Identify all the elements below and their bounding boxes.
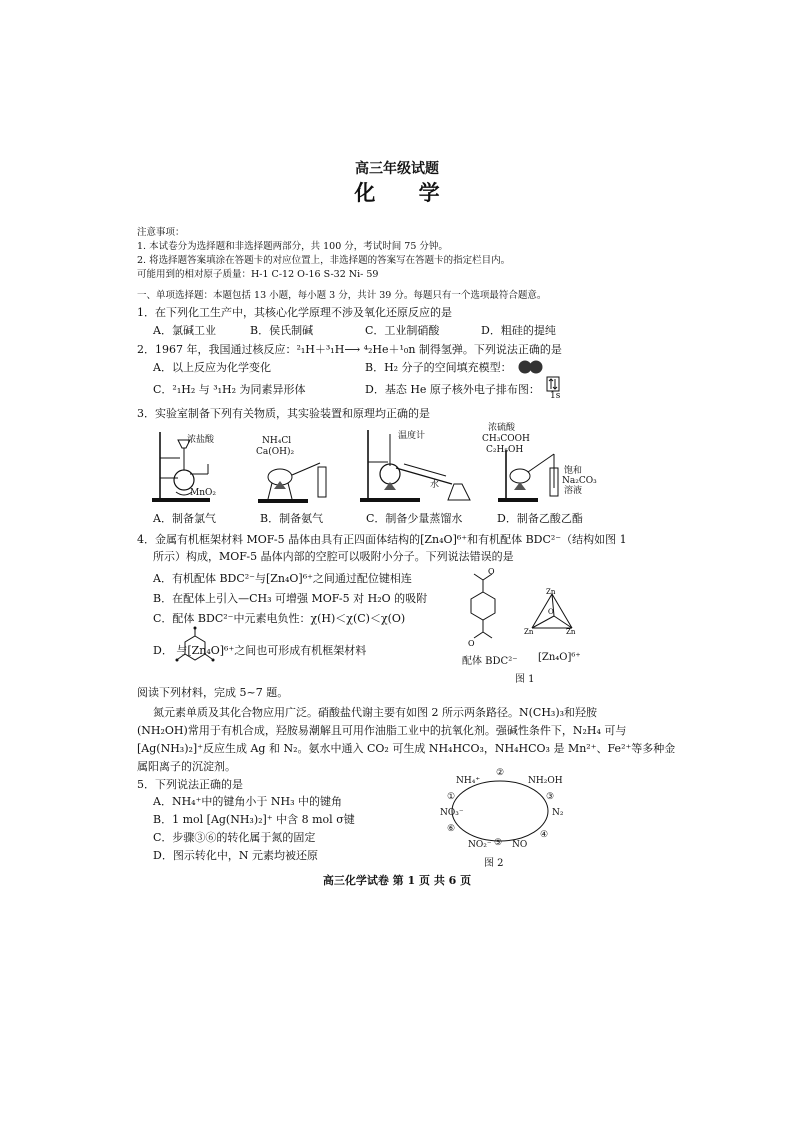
- cycle-step: ③: [546, 792, 555, 802]
- q3-option-d: D．制备乙酸乙酯: [497, 512, 583, 525]
- cycle-species: NH₄⁺: [456, 776, 481, 786]
- label-thermometer: 温度计: [398, 431, 426, 441]
- q4-option-a: A．有机配体 BDC²⁻与[Zn₄O]⁶⁺之间通过配位键相连: [153, 572, 412, 585]
- tricarboxylate-structure-icon: [172, 626, 218, 668]
- passage-line: [Ag(NH₃)₂]⁺反应生成 Ag 和 N₂。氨水中通入 CO₂ 可生成 NH₄HCO₃，NH₄HCO₃ 是 Mn²⁺、Fe²⁺等多种金: [137, 742, 676, 755]
- label-nh4cl: NH₄Cl: [262, 436, 292, 446]
- cycle-species: NH₂OH: [528, 776, 563, 786]
- fig1-zn4o-label: [Zn₄O]⁶⁺: [538, 652, 581, 663]
- q5-option-c: C．步骤③⑥的转化属于氮的固定: [153, 831, 316, 844]
- svg-text:O: O: [468, 639, 475, 648]
- fig2-caption: 图 2: [484, 858, 504, 869]
- label-saturated: 饱和: [564, 466, 583, 476]
- q1-option-a: A．氯碱工业: [153, 324, 216, 337]
- svg-text:Zn: Zn: [546, 588, 556, 596]
- q2-option-a: A．以上反应为化学变化: [153, 361, 271, 374]
- q3-option-b: B．制备氨气: [260, 512, 324, 525]
- q5-option-d: D．图示转化中，N 元素均被还原: [153, 849, 318, 862]
- q4-stem-cont: 所示）构成，MOF-5 晶体内部的空腔可以吸附小分子。下列说法错误的是: [153, 550, 514, 563]
- q1-stem: 1．在下列化工生产中，其核心化学原理不涉及氧化还原反应的是: [137, 306, 452, 319]
- notes-item: 1. 本试卷分为选择题和非选择题两部分，共 100 分，考试时间 75 分钟。: [137, 241, 448, 252]
- label-solution: 溶液: [564, 486, 583, 496]
- svg-text:Zn: Zn: [524, 628, 534, 636]
- cycle-species: NO: [512, 840, 528, 850]
- subject-title: 化 学: [354, 180, 458, 205]
- q3-stem: 3．实验室制备下列有关物质，其实验装置和原理均正确的是: [137, 407, 430, 420]
- atomic-masses: 可能用到的相对原子质量：H-1 C-12 O-16 S-32 Ni- 59: [137, 269, 379, 280]
- label-ch3cooh: CH₃COOH: [482, 434, 530, 444]
- cycle-step: ⑥: [447, 824, 456, 834]
- q1-option-d: D．粗硅的提纯: [481, 324, 556, 337]
- label-conc-h2so4: 浓硫酸: [488, 423, 516, 433]
- cycle-step: ⑤: [494, 838, 503, 848]
- label-mno2: MnO₂: [190, 488, 216, 498]
- passage-line: 属阳离子的沉淀剂。: [137, 760, 236, 773]
- svg-text:O: O: [548, 608, 554, 616]
- q4-option-d: D． 与[Zn₄O]⁶⁺之间也可形成有机框架材料: [153, 644, 367, 657]
- apparatus-b-ammonia: [258, 455, 338, 503]
- label-conc-hcl: 浓盐酸: [187, 435, 215, 445]
- notes-heading: 注意事项：: [137, 227, 185, 238]
- passage-line: 氮元素单质及其化合物应用广泛。硝酸盐代谢主要有如图 2 所示两条路径。N(CH₃)₃和羟胺: [153, 706, 598, 719]
- orbital-label: 1s: [550, 391, 561, 401]
- notes-item: 2. 将选择题答案填涂在答题卡的对应位置上，非选择题的答案写在答题卡的指定栏目内。: [137, 255, 511, 266]
- q2-stem: 2．1967 年，我国通过核反应：²₁H＋³₁H⟶ ⁴₂He＋¹₀n 制得氢弹。下列说法正确的是: [137, 343, 562, 356]
- q2-option-c: C．²₁H₂ 与 ³₁H₂ 为同素异形体: [153, 383, 306, 396]
- passage-line: (NH₂OH)常用于有机合成，羟胺易潮解且可用作油脂工业中的抗氧化剂。强碱性条件下，N₂H₄ 可与: [137, 724, 627, 737]
- q1-option-b: B．侯氏制碱: [250, 324, 314, 337]
- bdc-structure-icon: [458, 566, 508, 652]
- q5-option-a: A．NH₄⁺中的键角小于 NH₃ 中的键角: [153, 795, 342, 808]
- q3-option-c: C．制备少量蒸馏水: [366, 512, 463, 525]
- q3-option-a: A．制备氯气: [153, 512, 216, 525]
- h2-space-filling-model-icon: [516, 359, 546, 375]
- cycle-step: ②: [496, 768, 505, 778]
- cycle-step: ①: [447, 792, 456, 802]
- q2-option-d: D．基态 He 原子核外电子排布图：: [365, 383, 540, 396]
- svg-text:O: O: [488, 567, 495, 576]
- cycle-species: NO₃⁻: [440, 808, 464, 818]
- cycle-step: ④: [540, 830, 549, 840]
- label-caoh2: Ca(OH)₂: [256, 447, 295, 457]
- passage-intro: 阅读下列材料，完成 5~7 题。: [137, 686, 289, 699]
- q5-stem: 5．下列说法正确的是: [137, 778, 243, 791]
- section-heading: 一、单项选择题：本题包括 13 小题，每小题 3 分，共计 39 分。每题只有一个选项最符合题意。: [137, 290, 547, 301]
- q4-option-c: C．配体 BDC²⁻中元素电负性：χ(H)＜χ(C)＜χ(O): [153, 612, 406, 625]
- page-footer: 高三化学试卷 第 1 页 共 6 页: [322, 874, 472, 887]
- label-water: 水: [430, 480, 440, 490]
- q4-stem: 4．金属有机框架材料 MOF-5 晶体由具有正四面体结构的[Zn₄O]⁶⁺和有机配体 BDC²⁻（结构如图 1: [137, 533, 627, 546]
- q2-option-b: B．H₂ 分子的空间填充模型：: [365, 361, 512, 374]
- q4-option-b: B．在配体上引入—CH₃ 可增强 MOF-5 对 H₂O 的吸附: [153, 592, 428, 605]
- label-c2h5oh: C₂H₅OH: [486, 445, 524, 455]
- exam-title: 高三年级试题: [355, 161, 439, 177]
- q5-option-b: B．1 mol [Ag(NH₃)₂]⁺ 中含 8 mol σ键: [153, 813, 355, 826]
- zn4o-tetrahedron-icon: [524, 586, 580, 638]
- cycle-species: N₂: [552, 808, 564, 818]
- svg-text:Zn: Zn: [566, 628, 576, 636]
- label-na2co3: Na₂CO₃: [562, 476, 597, 486]
- q1-option-c: C．工业制硝酸: [365, 324, 440, 337]
- fig1-bdc-label: 配体 BDC²⁻: [462, 656, 518, 667]
- fig1-caption: 图 1: [515, 674, 535, 685]
- cycle-species: NO₂⁻: [468, 840, 492, 850]
